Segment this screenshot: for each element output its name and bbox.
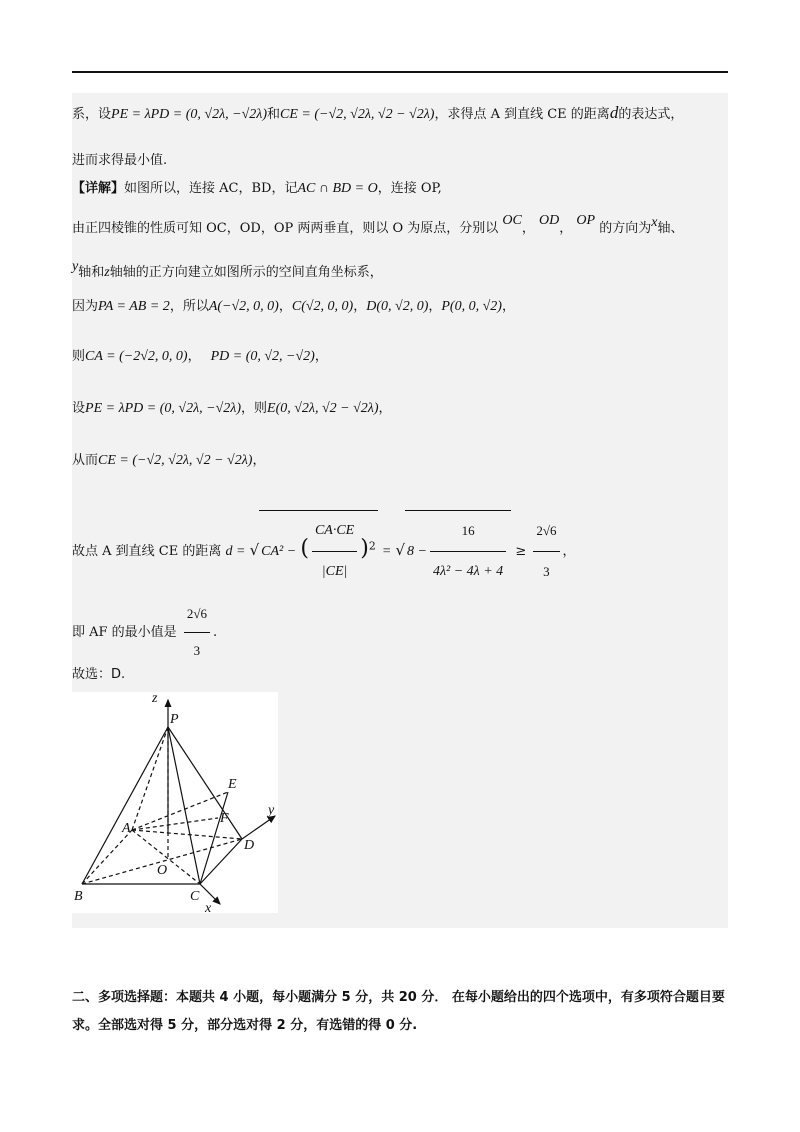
label-c: C xyxy=(190,889,200,904)
vector-pe: PE = λPD = (0, √2λ, −√2λ) xyxy=(111,107,268,122)
line-10-distance: 故点 A 到直线 CE 的距离 d = √ CA² − ( $\frac{CA\cdot CE}{|CE|}$ )$^2$ = √ 8 − $\frac{16}{\text{4λ² − 4λ + 4}}$ ≥ $\frac{2√6}{3}$ ， xyxy=(72,510,576,592)
line-11-min: 即 AF 的最小值是 $\frac{2√6}{3}$ . xyxy=(72,596,217,669)
line-6: 因为PA = AB = 2，所以A(−√2, 0, 0)，C(√2, 0, 0)，D(0, √2, 0)，P(0, 0, √2)， xyxy=(72,299,515,314)
header-rule xyxy=(72,71,728,73)
label-y: y xyxy=(268,803,275,818)
line-5: y轴和z轴轴的正方向建立如图所示的空间直角坐标系， xyxy=(72,259,383,280)
line-4: 由正四棱锥的性质可知 OC，OD，OP 两两垂直，则以 O 为原点，分别以 OC， OD， OP 的方向为x轴、 xyxy=(72,213,684,236)
label-d: D xyxy=(244,838,255,853)
label-o: O xyxy=(157,863,168,878)
label-z: z xyxy=(152,692,158,706)
line-9: 从而CE = (−√2, √2λ, √2 − √2λ)， xyxy=(72,453,266,468)
line-8: 设PE = λPD = (0, √2λ, −√2λ)，则E(0, √2λ, √2 − √2λ)， xyxy=(72,401,392,416)
label-x: x xyxy=(205,901,212,913)
pyramid-diagram xyxy=(72,692,278,913)
line-1: 系，设PE = λPD = (0, √2λ, −√2λ)和CE = (−√2, √2λ, √2 − √2λ)，求得点 A 到直线 CE 的距离d的表达式， xyxy=(72,103,684,122)
line-7: 则CA = (−2√2, 0, 0)， PD = (0, √2, −√2)， xyxy=(72,349,328,364)
label-e: E xyxy=(228,777,237,792)
label-f: F xyxy=(220,811,229,826)
line-3: 【详解】如图所以，连接 AC，BD，记AC ∩ BD = O，连接 OP, xyxy=(72,181,442,196)
section-heading-multiple-choice: 二、多项选择题：本题共 4 小题，每小题满分 5 分，共 20 分． 在每小题给出的四个选项中，有多项符合题目要求。全部选对得 5 分，部分选对得 2 分，有选错的得 0 分. xyxy=(72,990,725,1033)
pyramid-figure xyxy=(72,692,278,913)
line-12-answer: 故选：D. xyxy=(72,667,126,682)
label-p: P xyxy=(170,712,179,727)
line-2: 进而求得最小值. xyxy=(72,153,168,168)
vector-ce: CE = (−√2, √2λ, √2 − √2λ) xyxy=(280,107,435,122)
label-a: A xyxy=(122,821,131,836)
label-b: B xyxy=(74,889,83,904)
